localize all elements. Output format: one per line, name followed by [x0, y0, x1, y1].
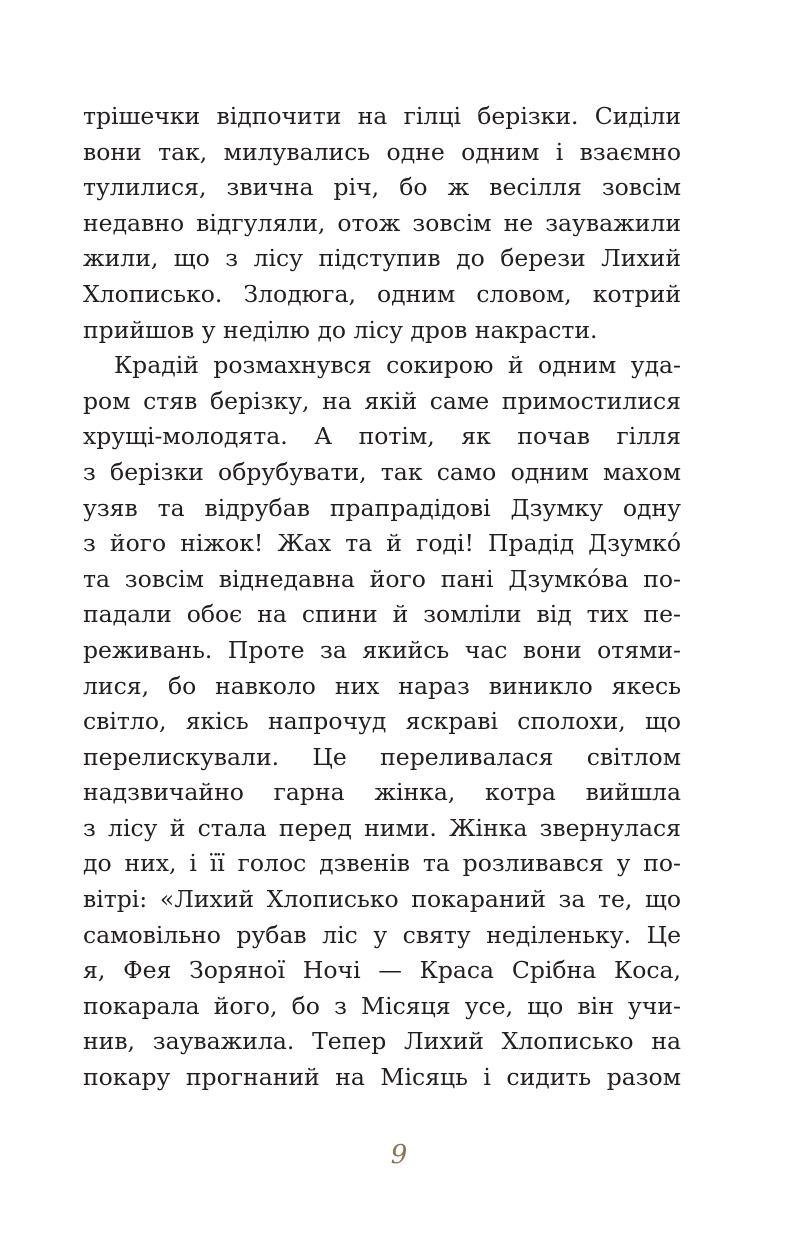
text-line: з його ніжок! Жах та й годі! Прадід Дзумко́	[83, 529, 681, 558]
text-line: нив, зауважила. Тепер Лихий Хлописько на	[83, 1027, 681, 1056]
page-number: 9	[390, 1140, 408, 1170]
text-line: перелискували. Це переливалася світлом	[83, 742, 681, 771]
text-line: хрущі-молодята. А потім, як почав гілля	[83, 422, 681, 451]
text-line: Крадій розмахнувся сокирою й одним уда-	[114, 351, 681, 380]
text-line: реживань. Проте за якийсь час вони отями-	[83, 635, 681, 664]
text-line: світло, якісь напрочуд яскраві сполохи, що	[83, 707, 681, 736]
text-line: вітрі: «Лихий Хлописько покараний за те, що	[83, 885, 681, 914]
text-line: до них, і її голос дзвенів та розливався у по-	[83, 849, 681, 878]
text-line: прийшов у неділю до лісу дров накрасти.	[83, 315, 598, 344]
text-line: лися, бо навколо них нараз виникло якесь	[83, 671, 681, 700]
text-line: жили, що з лісу підступив до берези Лихий	[83, 244, 681, 273]
paragraph-1	[83, 99, 681, 348]
text-line: трішечки відпочити на гілці берізки. Сиділи	[83, 102, 681, 130]
text-line: покару прогнаний на Місяць і сидить разом	[83, 1063, 681, 1092]
text-line: надзвичайно гарна жінка, котра вийшла	[83, 778, 681, 807]
text-line: з лісу й стала перед ними. Жінка звернулася	[83, 813, 681, 842]
text-line: ром стяв берізку, на якій саме примостилися	[83, 386, 681, 415]
text-line: та зовсім віднедавна його пані Дзумко́ва по-	[83, 564, 681, 593]
text-line: падали обоє на спини й зомліли від тих пе-	[83, 600, 681, 629]
paragraph-2	[83, 348, 681, 1095]
text-line: самовільно рубав ліс у святу неділеньку. Це	[83, 920, 681, 949]
text-line: тулилися, звична річ, бо ж весілля зовсім	[83, 173, 681, 202]
body-text	[83, 99, 681, 1096]
text-line: узяв та відрубав прапрадідові Дзумку одну	[83, 493, 681, 522]
text-line: я, Фея Зоряної Ночі — Краса Срібна Коса,	[83, 956, 681, 985]
text-line: Хлописько. Злодюга, одним словом, котрий	[83, 279, 681, 308]
text-line: з берізки обрубувати, так само одним махом	[83, 457, 681, 486]
text-line: вони так, милувались одне одним і взаємно	[83, 137, 681, 166]
text-line: покарала його, бо з Місяця усе, що він учи-	[83, 991, 681, 1020]
text-line: недавно відгуляли, отож зовсім не зауважили	[83, 208, 681, 237]
